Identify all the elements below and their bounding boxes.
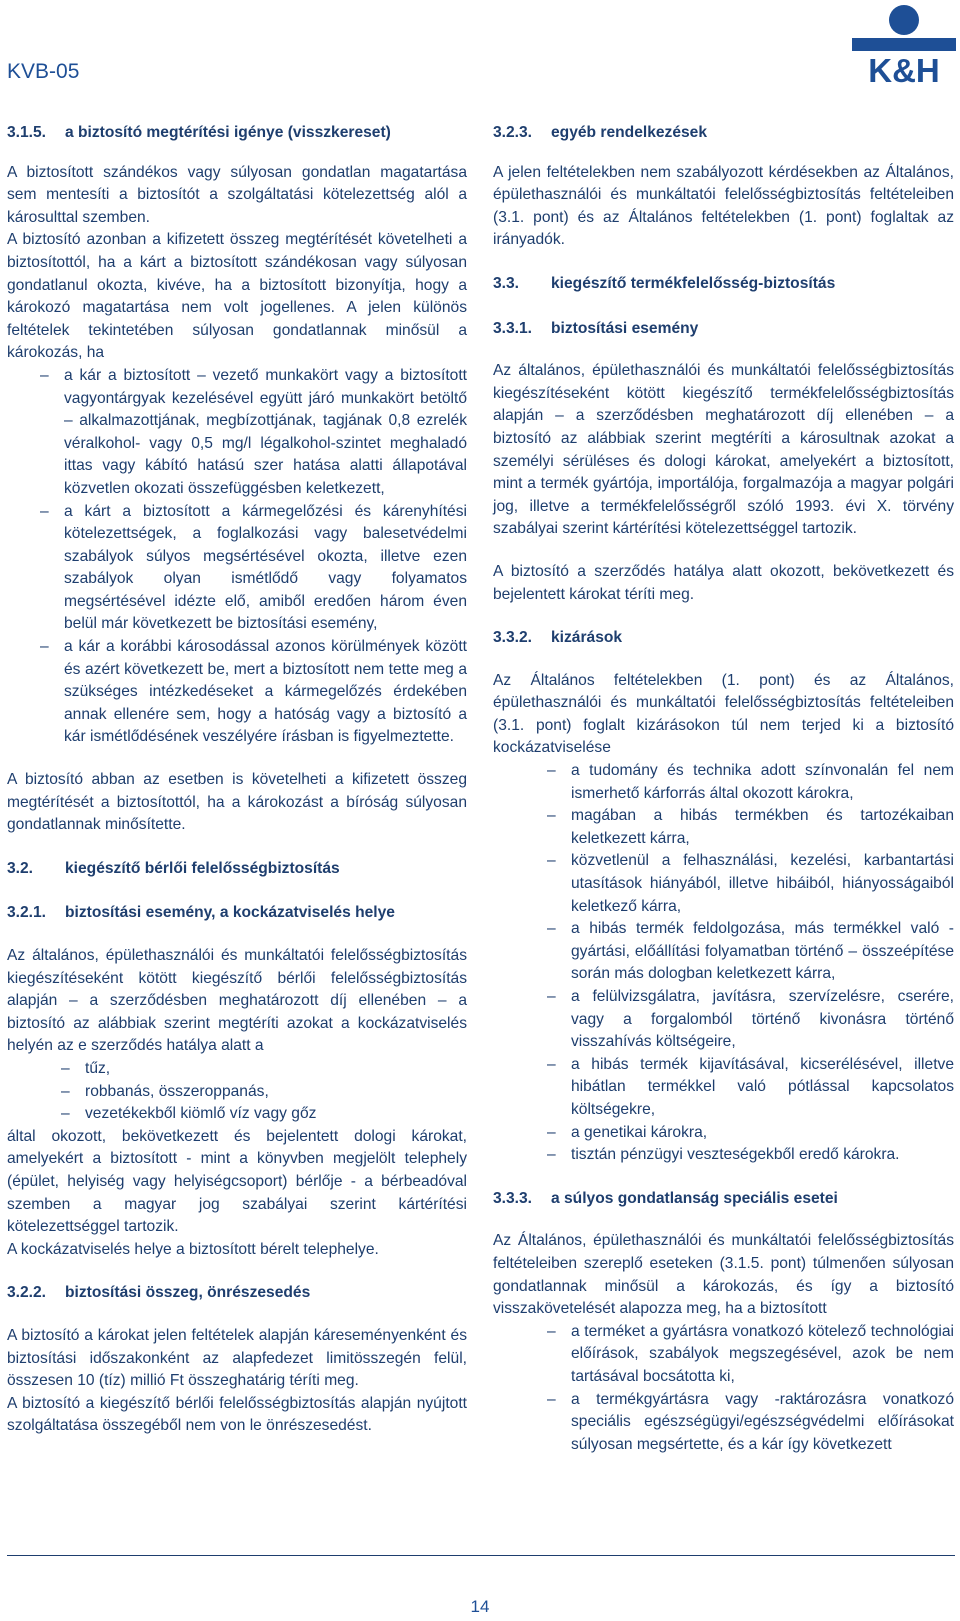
section-title: a súlyos gondatlanság speciális esetei [551, 1189, 838, 1207]
section-title: kizárások [551, 629, 623, 647]
section-title: a biztosító megtérítési igénye (visszkereset) [65, 124, 391, 141]
section-number: 3.2. [7, 859, 34, 877]
list-item: – magában a hibás termékben és tartozékaiban keletkezett kárra, [571, 805, 954, 850]
list-item: – tisztán pénzügyi veszteségekből eredő károkra. [571, 1144, 954, 1167]
section-number: 3.2.1. [7, 904, 47, 922]
section-number: 3.2.2. [7, 1284, 47, 1302]
section-number: 3.2.3. [493, 124, 533, 141]
dash-list [85, 1058, 467, 1126]
section-number: 3.3.3. [493, 1189, 533, 1207]
dash-list [64, 365, 467, 749]
section-heading-3-3-3 [493, 1188, 954, 1211]
page-number: 14 [470, 1597, 490, 1616]
section-number: 3.1.5. [7, 124, 47, 141]
section-heading-3-2 [7, 858, 467, 881]
logo-text: K&H [868, 52, 940, 84]
paragraph: A biztosító abban az esetben is követelheti a kifizetett összeg megtérítését a biztosítottól, ha a károkozást a bíróság súlyosan gondatlannak minősítette. [7, 771, 467, 834]
paragraph: Az általános, épülethasználói és munkáltatói felelősségbiztosítás kiegészítéseként kötött kiegészítő termékfelelősségbiztosítás alapján – a szerződésben meghatározott díj ellenében – a biztosító az alábbiak szerint megtéríti a károsultnak azokat a személyi sérüléses és dologi károkat, amelyekért a biztosított, mint a termék gyártója, importálója, forgalmazója a magyar polgári jog, illetve a termékfelelősségről szóló 1993. évi X. törvény szabályai szerint kártérítési kötelezettséggel tartozik. [493, 362, 954, 538]
paragraph: A jelen feltételekben nem szabályozott kérdésekben az Általános, épülethasználói és munkáltatói felelősségbiztosítás feltételeiben (3.1. pont) és az Általános feltételekben (1. pont) foglaltak az irányadók. [493, 163, 954, 249]
list-item: – robbanás, összeroppanás, [85, 1081, 467, 1104]
paragraph: Az Általános, épülethasználói és munkáltatói felelősségbiztosítás feltételeiben szereplő eseteken (3.1.5. pont) túlmenően súlyosan gondatlannak minősül a károkozás, és így a biztosító visszakövetelését alapozza meg, ha a biztosított [493, 1232, 954, 1318]
document-code: KVB-05 [7, 60, 80, 83]
section-number: 3.3.1. [493, 319, 533, 337]
list-item: – vezetékekből kiömlő víz vagy gőz [85, 1103, 467, 1126]
paragraph: A biztosító a károkat jelen feltételek alapján káreseményenként és biztosítási időszakonként az alapfedezet limitösszegén felül, összesen 10 (tíz) millió Ft összeghatárig téríti meg. [7, 1326, 467, 1390]
list-item: – a kár a biztosított – vezető munkakört vagy a biztosított vagyontárgyak kezelésével együtt járó munkakört betöltő – alkalmazottjának, megbízottjának, tagjának 0,8 ezrelék véralkohol- vagy 0,5 mg/l légalkohol-szintet meghaladó ittas vagy kábító hatású szer hatása alatti állapotával közvetlen okozati összefüggésben keletkezett, [64, 365, 467, 501]
section-title: egyéb rendelkezések [551, 124, 708, 141]
paragraph: A biztosító a szerződés hatálya alatt okozott, bekövetkezett és bejelentett károkat téríti meg. [493, 562, 954, 603]
list-item: – a kárt a biztosított a kármegelőzési és kárenyhítési kötelezettségek, a foglalkozási vagy balesetvédelmi szabályok súlyos megsértésével okozta, illetve ezen szabályok olyan ismétlődő vagy folyamatos megsértésével idézte elő, amiből eredően három éven belül már következett be biztosítási esemény, [64, 501, 467, 637]
list-item: – a terméket a gyártásra vonatkozó kötelező technológiai előírások, szabályok megszegésével, azok be nem tartásával bocsátotta ki, [571, 1321, 954, 1389]
dash-list [571, 1321, 954, 1457]
section-heading-3-3 [493, 273, 954, 296]
list-item: – a hibás termék kijavításával, kicserélésével, illetve hibátlan termékkel való pótlással kapcsolatos költségekre, [571, 1054, 954, 1122]
list-item: – közvetlenül a felhasználási, kezelési, karbantartási utasítások hiányából, illetve hibáiból, hiányosságaiból keletkező kárra, [571, 850, 954, 918]
paragraph: Az Általános feltételekben (1. pont) és az Általános, épülethasználói és munkáltatói felelősségbiztosítás feltételeiben (3.1. pont) foglalt kizárásokon túl nem terjed ki a biztosító kockázatviselése [493, 671, 954, 757]
list-item: – a kár a korábbi károsodással azonos körülmények között és azért következett be, mert a biztosított nem tette meg a szükséges intézkedéseket a kármegelőzés érdekében annak ellenére sem, hogy a hatóság vagy a biztosító a kár ismétlődésének veszélyére írásban is figyelmeztette. [64, 636, 467, 749]
left-column [7, 122, 467, 1438]
section-heading-3-2-1 [7, 902, 467, 925]
section-heading-3-2-2 [7, 1282, 467, 1305]
section-heading-3-2-3 [493, 122, 954, 145]
list-item: – a genetikai károkra, [571, 1122, 954, 1145]
kh-logo [852, 4, 956, 84]
list-item: – a termékgyártásra vagy -raktározásra vonatkozó speciális egészségügyi/egészségvédelmi előírásokat súlyosan megsértette, és a kár így következett [571, 1389, 954, 1457]
list-item: – a felülvizsgálatra, javításra, szervízelésre, cserére, vagy a forgalomból történő kivonásra történő visszahívás költségeire, [571, 986, 954, 1054]
section-heading-3-3-1 [493, 318, 954, 341]
list-item: – a hibás termék feldolgozása, más termékkel való - gyártási, előállítási folyamatban történő – összeépítése során más dologban keletkezett kárra, [571, 918, 954, 986]
logo-circle [889, 5, 919, 35]
paragraph: A biztosító a kiegészítő bérlői felelősségbiztosítás alapján nyújtott szolgáltatása összegéből nem von le önrészesedést. [7, 1394, 467, 1435]
section-heading-3-3-2 [493, 627, 954, 650]
list-item: – a tudomány és technika adott színvonalán fel nem ismerhető kárforrás által okozott károkra, [571, 760, 954, 805]
paragraph: Az általános, épülethasználói és munkáltatói felelősségbiztosítás kiegészítéseként kötött kiegészítő bérlői felelősségbiztosítás alapján – a szerződésben meghatározott díj ellenében – a biztosító az alábbiak szerint megtéríti azokat a kockázatviselés helyén az e szerződés hatálya alatt a [7, 947, 467, 1055]
paragraph: A biztosító azonban a kifizetett összeg megtérítését követelheti a biztosítottól, ha a kárt a biztosított szándékosan vagy súlyosan gondatlanul okozta, kivéve, ha a biztosított bizonyítja, hogy a károkozó magatartása nem volt jogellenes. A jelen különös feltételek tekintetében súlyosan gondatlannak minősül a károkozás, ha [7, 231, 467, 362]
paragraph: A kockázatviselés helye a biztosított bérelt telephelye. [7, 1240, 379, 1258]
list-item: – tűz, [85, 1058, 467, 1081]
section-number: 3.3. [493, 274, 520, 292]
section-title: biztosítási esemény, a kockázatviselés helye [65, 904, 395, 922]
footer-divider [7, 1555, 955, 1556]
section-title: kiegészítő bérlői felelősségbiztosítás [65, 859, 340, 877]
logo-bar [852, 38, 956, 51]
paragraph: által okozott, bekövetkezett és bejelentett dologi károkat, amelyekért a biztosított - mint a könyvben megjelölt telephely (épület, helyiség vagy helyiségcsoport) bérlője - a bérbeadóval szemben a magyar jog szabályai szerint kártérítési kötelezettséggel tartozik. [7, 1127, 467, 1236]
section-title: biztosítási összeg, önrészesedés [65, 1284, 311, 1302]
section-title: biztosítási esemény [551, 319, 699, 337]
paragraph: A biztosított szándékos vagy súlyosan gondatlan magatartása sem mentesíti a biztosítót a szolgáltatási kötelezettség alól a károsulttal szemben. [7, 163, 467, 226]
right-column [493, 122, 954, 1456]
section-number: 3.3.2. [493, 629, 533, 647]
dash-list [571, 760, 954, 1167]
section-title: kiegészítő termékfelelősség-biztosítás [551, 274, 836, 292]
section-heading-3-1-5 [7, 122, 467, 145]
